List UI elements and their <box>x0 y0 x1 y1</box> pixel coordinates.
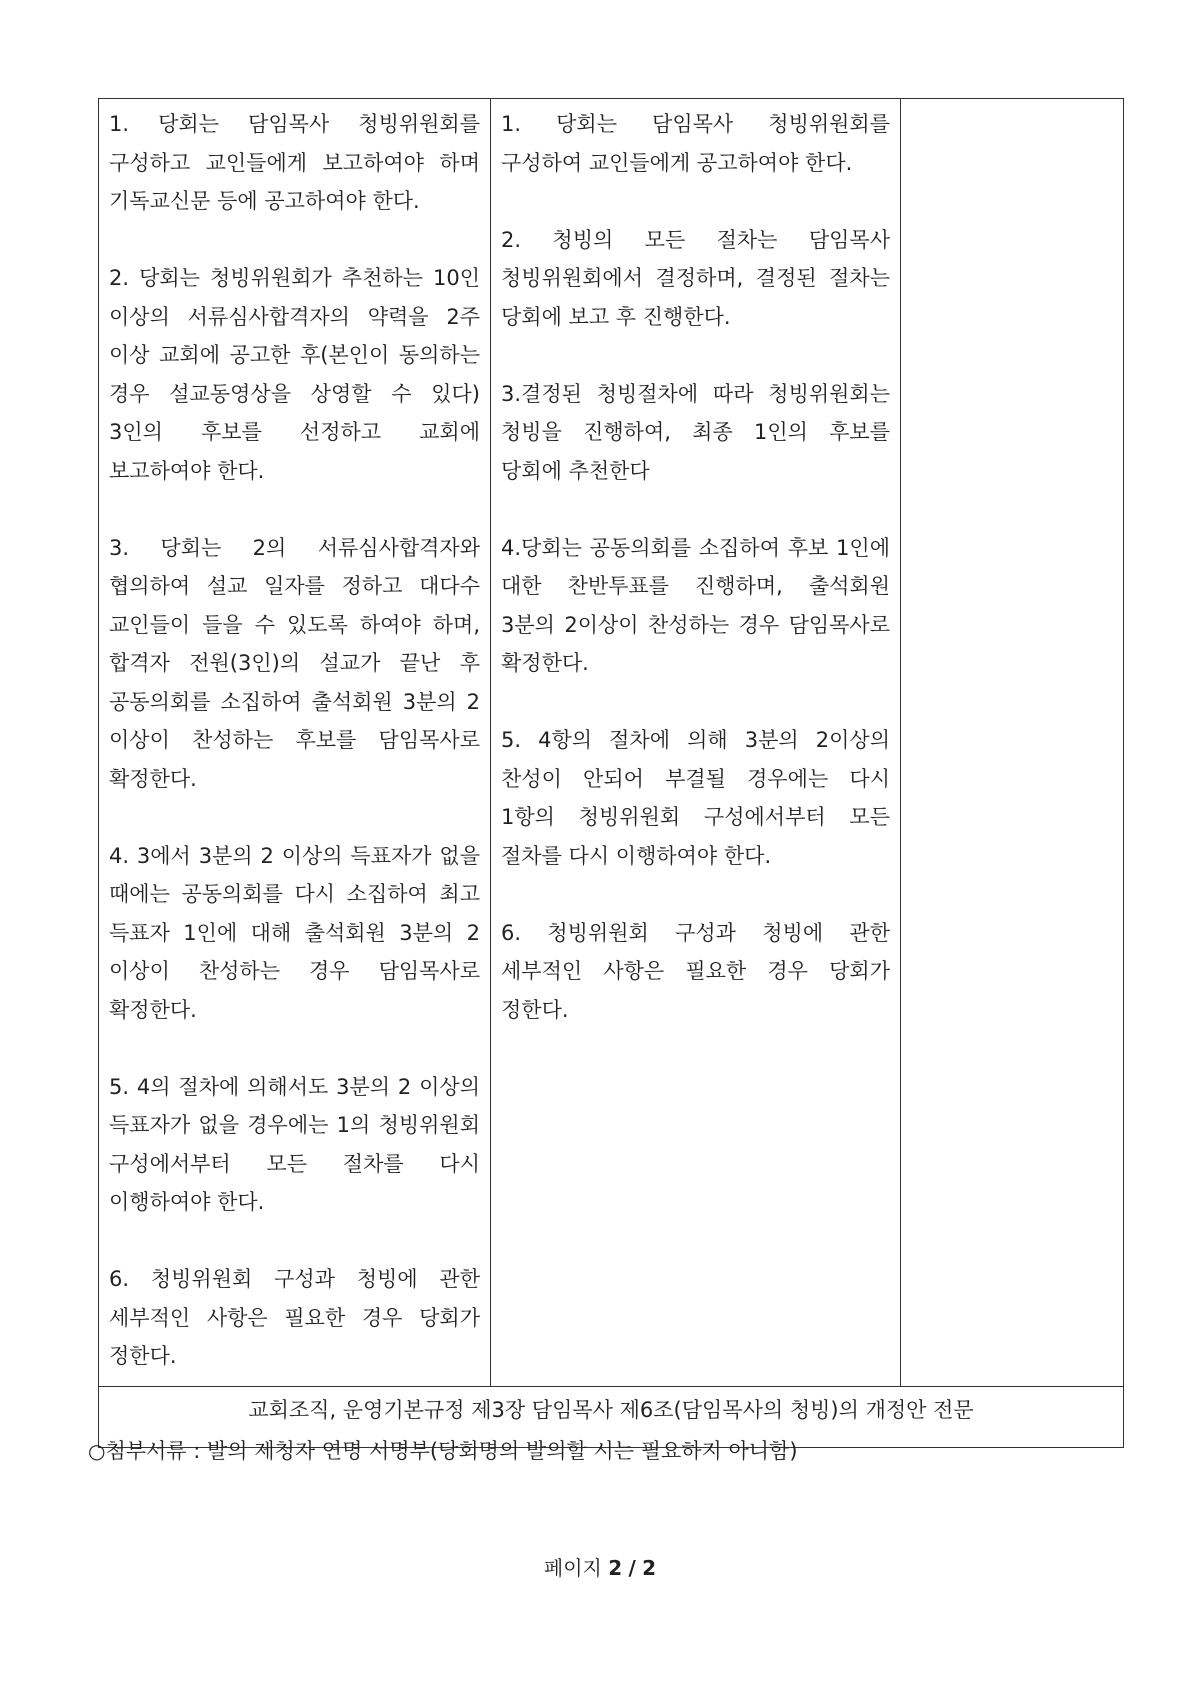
comparison-table <box>98 98 1124 1448</box>
table-row <box>99 99 1124 1387</box>
proposed-clause: 4.당회는 공동의회를 소집하여 후보 1인에 대한 찬반투표를 진행하며, 출석회원 3분의 2이상이 찬성하는 경우 담임목사로 확정한다. <box>501 535 890 675</box>
current-clause: 4. 3에서 3분의 2 이상의 득표자가 없을 때에는 공동의회를 다시 소집하여 최고 득표자 1인에 대해 출석회원 3분의 2 이상이 찬성하는 경우 담임목사로 확정한다. <box>109 843 480 1022</box>
current-clause: 5. 4의 절차에 의해서도 3분의 2 이상의 득표자가 없을 경우에는 1의 청빙위원회 구성에서부터 모든 절차를 다시 이행하여야 한다. <box>109 1074 480 1214</box>
proposed-clause: 2. 청빙의 모든 절차는 담임목사 청빙위원회에서 결정하며, 결정된 절차는 당회에 보고 후 진행한다. <box>501 227 890 329</box>
current-clause: 1. 당회는 담임목사 청빙위원회를 구성하고 교인들에게 보고하여야 하며 기독교신문 등에 공고하여야 한다. <box>109 112 480 213</box>
current-clause: 6. 청빙위원회 구성과 청빙에 관한 세부적인 사항은 필요한 경우 당회가 정한다. <box>109 1267 480 1368</box>
page-label: 페이지 <box>543 1556 602 1580</box>
proposed-rule-cell <box>491 99 901 1387</box>
proposed-clause: 3.결정된 청빙절차에 따라 청빙위원회는 청빙을 진행하여, 최종 1인의 후보를 당회에 추천한다 <box>501 381 890 483</box>
proposed-clause: 5. 4항의 절차에 의해 3분의 2이상의 찬성이 안되어 부결될 경우에는 다시 1항의 청빙위원회 구성에서부터 모든 절차를 다시 이행하여야 한다. <box>501 728 890 868</box>
total-pages: 2 <box>642 1556 657 1580</box>
proposed-clause: 1. 당회는 담임목사 청빙위원회를 구성하여 교인들에게 공고하여야 한다. <box>501 112 890 175</box>
current-page: 2 <box>608 1556 623 1580</box>
page-separator: / <box>628 1556 636 1580</box>
proposed-clause: 6. 청빙위원회 구성과 청빙에 관한 세부적인 사항은 필요한 경우 당회가 정한다. <box>501 920 890 1022</box>
attachment-text: 첨부서류 : 발의 제청자 연명 서명부(당회명의 발의할 시는 필요하지 아니함) <box>105 1439 798 1463</box>
circle-bullet-icon: ○ <box>88 1439 106 1463</box>
page-number <box>0 1553 1200 1583</box>
remark-cell <box>901 99 1124 1387</box>
current-clause: 3. 당회는 2의 서류심사합격자와 협의하여 설교 일자를 정하고 대다수 교인들이 들을 수 있도록 하여야 하며, 합격자 전원(3인)의 설교가 끝난 후 공동의회를 소집하여 출석회원 3분의 2 이상이 찬성하는 후보를 담임목사로 확정한다. <box>109 535 480 791</box>
attachment-note <box>88 1436 798 1466</box>
table-caption: 교회조직, 운영기본규정 제3장 담임목사 제6조(담임목사의 청빙)의 개정안 전문 <box>99 1386 1124 1447</box>
current-rule-cell <box>99 99 491 1387</box>
current-clause: 2. 당회는 청빙위원회가 추천하는 10인 이상의 서류심사합격자의 약력을 2주 이상 교회에 공고한 후(본인이 동의하는 경우 설교동영상을 상영할 수 있다) 3인의 후보를 선정하고 교회에 보고하여야 한다. <box>109 266 480 483</box>
